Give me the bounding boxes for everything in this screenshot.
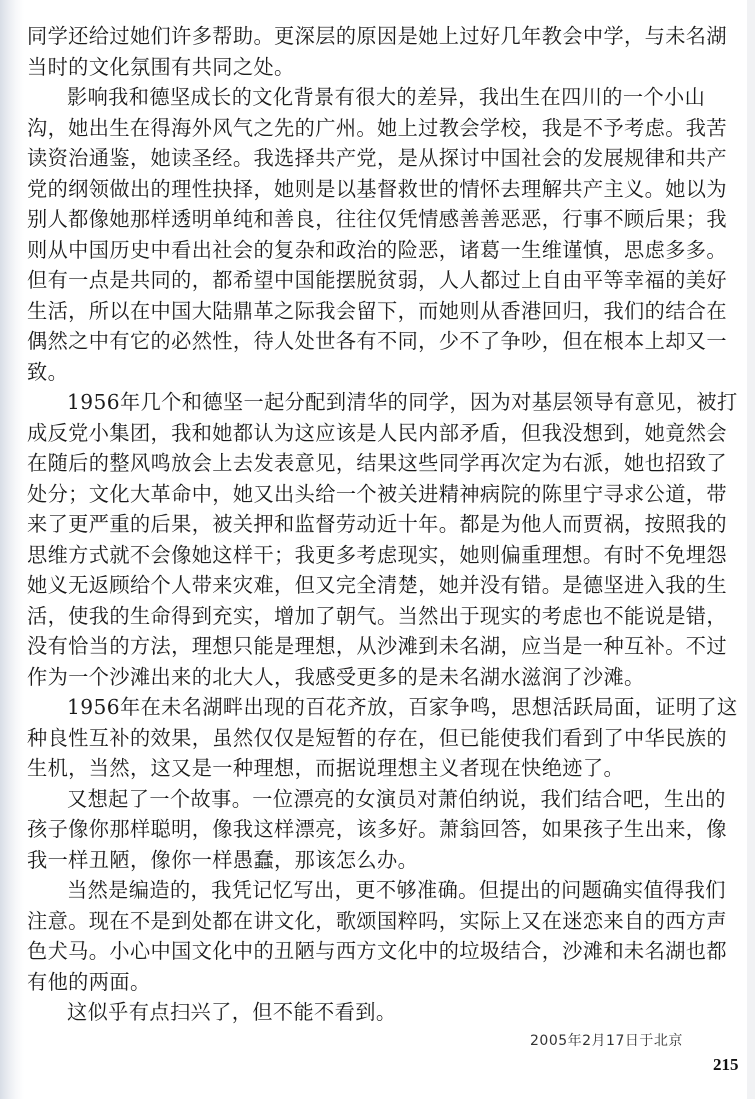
text-line: 处分；文化大革命中，她又出头给一个被关进精神病院的陈里宁寻求公道，带 bbox=[27, 481, 727, 506]
text-line: 来了更严重的后果，被关押和监督劳动近十年。都是为他人而贾祸，按照我的 bbox=[27, 512, 727, 536]
text-line: 致。 bbox=[27, 359, 69, 384]
text-line: 孩子像你那样聪明，像我这样漂亮，该多好。萧翁回答，如果孩子生出来，像 bbox=[27, 817, 727, 841]
text-line: 这似乎有点扫兴了，但不能不看到。 bbox=[67, 1000, 397, 1024]
text-line: 有他的两面。 bbox=[27, 969, 151, 994]
text-line: 我一样丑陋，像你一样愚蠢，那该怎么办。 bbox=[27, 847, 419, 872]
text-line: 当然是编造的，我凭记忆写出，更不够准确。但提出的问题确实值得我们 bbox=[67, 878, 726, 902]
text-line: 当时的文化氛围有共同之处。 bbox=[27, 54, 295, 79]
text-line: 种良性互补的效果，虽然仅仅是短暂的存在，但已能使我们看到了中华民族的 bbox=[27, 725, 727, 750]
text-line: 又想起了一个故事。一位漂亮的女演员对萧伯纳说，我们结合吧，生出的 bbox=[67, 786, 726, 811]
text-line: 偶然之中有它的必然性，待人处世各有不同，少不了争吵，但在根本上却又一 bbox=[27, 329, 727, 353]
text-line: 党的纲领做出的理性抉择，她则是以基督救世的情怀去理解共产主义。她以为 bbox=[27, 176, 727, 201]
text-line: 生机，当然，这又是一种理想，而据说理想主义者现在快绝迹了。 bbox=[27, 756, 625, 780]
text-line: 生活，所以在中国大陆鼎革之际我会留下，而她则从香港回归，我们的结合在 bbox=[27, 298, 727, 323]
text-line: 1956年几个和德坚一起分配到清华的同学，因为对基层领导有意见，被打 bbox=[67, 390, 738, 414]
text-line: 影响我和德坚成长的文化背景有很大的差异，我出生在四川的一个小山 bbox=[67, 85, 706, 109]
text-line: 在随后的整风鸣放会上去发表意见，结果这些同学再次定为右派，她也招致了 bbox=[27, 451, 727, 475]
text-line: 沟，她出生在得海外风气之先的广州。她上过教会学校，我是不予考虑。我苦 bbox=[27, 115, 727, 140]
text-line: 作为一个沙滩出来的北大人，我感受更多的是未名湖水滋润了沙滩。 bbox=[27, 664, 645, 689]
page-number: 215 bbox=[713, 1055, 739, 1074]
page-body bbox=[27, 21, 738, 1028]
text-line: 但有一点是共同的，都希望中国能摆脱贫弱，人人都过上自由平等幸福的美好 bbox=[27, 268, 727, 292]
text-line: 活，使我的生命得到充实，增加了朝气。当然出于现实的考虑也不能说是错， bbox=[27, 603, 727, 628]
text-line: 1956年在未名湖畔出现的百花齐放，百家争鸣，思想活跃局面，证明了这 bbox=[67, 695, 738, 719]
date-signature: 2005年2月17日于北京 bbox=[530, 1033, 683, 1049]
text-line: 注意。现在不是到处都在讲文化，歌颂国粹吗，实际上又在迷恋来自的西方声 bbox=[27, 908, 727, 933]
text-line: 别人都像她那样透明单纯和善良，往往仅凭情感善善恶恶，行事不顾后果；我 bbox=[27, 207, 727, 231]
text-line: 她义无返顾给个人带来灾难，但又完全清楚，她并没有错。是德坚进入我的生 bbox=[27, 573, 727, 597]
text-line: 成反党小集团，我和她都认为这应该是人民内部矛盾，但我没想到，她竟然会 bbox=[27, 420, 727, 445]
text-line: 则从中国历史中看出社会的复杂和政治的险恶，诸葛一生维谨慎，思虑多多。 bbox=[27, 237, 727, 262]
text-line: 思维方式就不会像她这样干；我更多考虑现实，她则偏重理想。有时不免埋怨 bbox=[27, 542, 727, 567]
text-line: 同学还给过她们许多帮助。更深层的原因是她上过好几年教会中学，与未名湖 bbox=[27, 24, 727, 48]
text-line: 色犬马。小心中国文化中的丑陋与西方文化中的垃圾结合，沙滩和未名湖也都 bbox=[27, 939, 727, 963]
page-gutter-shadow bbox=[0, 0, 24, 1099]
scan-right-margin bbox=[747, 0, 755, 1099]
text-line: 没有恰当的方法，理想只能是理想，从沙滩到未名湖，应当是一种互补。不过 bbox=[27, 634, 727, 658]
text-line: 读资治通鉴，她读圣经。我选择共产党，是从探讨中国社会的发展规律和共产 bbox=[27, 146, 727, 170]
